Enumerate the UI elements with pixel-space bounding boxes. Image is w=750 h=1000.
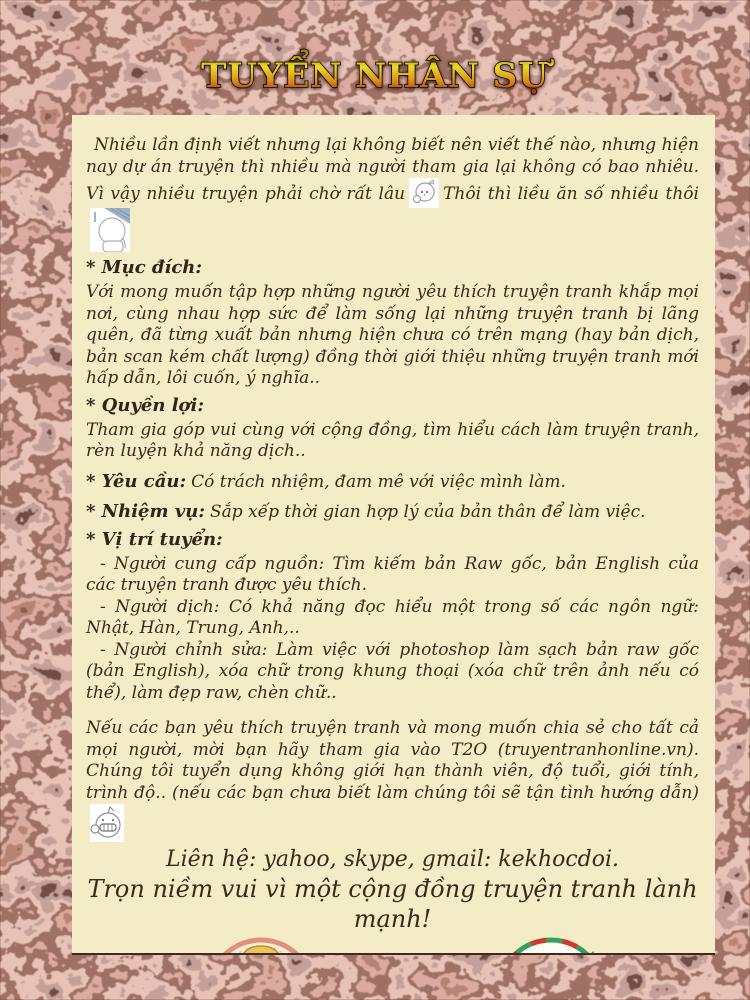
page-title: TUYỂN NHÂN SỰ [201,56,549,96]
shy-emoticon-icon [409,178,439,208]
yeu-cau-body: Có trách nhiệm, đam mê với việc mình làm. [191,471,566,492]
nhiem-vu-line [86,501,699,524]
slogan-line: Trọn niềm vui vì một cộng đồng truyện tranh lành mạnh! [87,875,698,933]
vi-tri-item-dich: - Người dịch: Có khả năng đọc hiểu một trong số các ngôn ngữ: Nhật, Hàn, Trung, Anh,.. [86,596,699,638]
quyen-loi-body: Tham gia góp vui cùng với cộng đồng, tìm hiểu cách làm truyện tranh, rèn luyện khả năng dịch.. [86,419,699,461]
intro-text-1: Nhiều lần định viết nhưng lại không biết nên viết thế nào, nhưng hiện nay dự án truyện thì nhiều mà người tham gia lại không có bao nhiêu. Vì vậy nhiều truyện phải chờ rất lâu [86,135,699,204]
vi-tri-item-chinh-sua: - Người chỉnh sửa: Làm việc với photoshop làm sạch bản raw gốc (bản English), xóa chữ trong khung thoại (xóa chữ trên ảnh nếu có thể), làm đẹp raw, chèn chữ.. [86,639,699,703]
grinning-emoticon-icon [90,804,124,842]
muc-dich-body: Với mong muốn tập hợp những người yêu thích truyện tranh khắp mọi nơi, cùng nhau hợp sức để làm sống lại những truyện tranh bị lãng quên, đã từng xuất bản nhưng hiện chưa có trên mạng (hay bản dịch, bản scan kém chất lượng) đồng thời giới thiệu những truyện tranh mới hấp dẫn, lôi cuốn, ý nghĩa.. [86,282,699,388]
section-heading-vi-tri: * Vị trí tuyển: [86,528,223,550]
yeu-cau-label: * Yêu cầu: [86,470,187,492]
straw-hat [224,953,298,955]
logos-row [156,936,699,955]
title-banner [135,44,615,104]
truyentranhonline-logo-cat [156,936,376,955]
closing-paragraph [86,718,699,842]
notice-panel [72,115,715,955]
section-heading-muc-dich: * Mục đích: [86,257,203,278]
truyentranhonline-logo-clown [446,936,666,955]
nhiem-vu-body: Sắp xếp thời gian hợp lý của bản thân để làm việc. [210,502,646,522]
nhiem-vu-label: * Nhiệm vụ: [86,501,206,522]
yeu-cau-line [86,471,699,494]
vi-tri-item-nguon: - Người cung cấp nguồn: Tìm kiếm bản Raw gốc, bản English của các truyện tranh được yêu thích. [86,553,699,595]
intro-paragraph [86,135,699,252]
intro-text-2: Thôi thì liều ăn số nhiều thôi [443,184,699,204]
section-heading-quyen-loi: * Quyền lợi: [86,394,205,416]
contact-line: Liên hệ: yahoo, skype, gmail: kekhocdoi. [165,847,620,872]
sulking-emoticon-icon [90,208,130,252]
closing-text: Nếu các bạn yêu thích truyện tranh và mong muốn chia sẻ cho tất cả mọi người, mời bạn hãy tham gia vào T2O (truyentranhonline.vn). Chúng tôi tuyển dụng không giới hạn thành viên, độ tuổi, giới tính, trình độ.. (nếu các bạn chưa biết làm chúng tôi sẽ tận tình hướng dẫn) [86,718,699,803]
